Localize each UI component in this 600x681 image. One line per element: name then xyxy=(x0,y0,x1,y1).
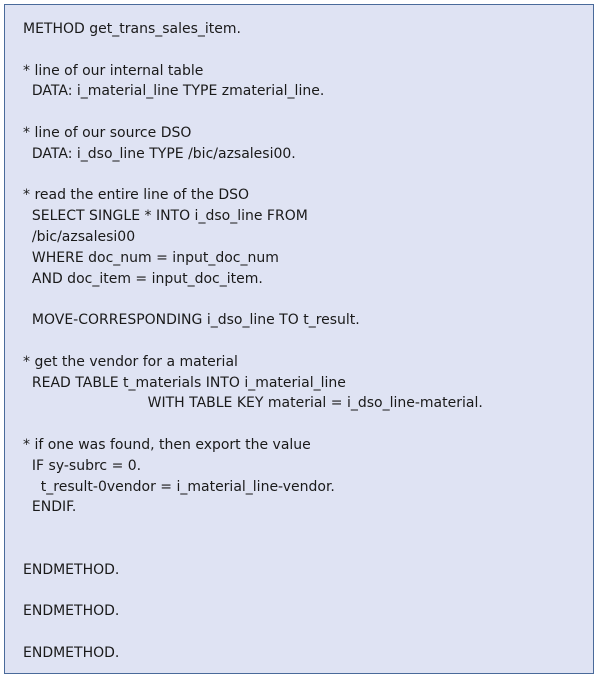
code-line: AND doc_item = input_doc_item. xyxy=(23,270,263,287)
code-line: DATA: i_dso_line TYPE /bic/azsalesi00. xyxy=(23,145,296,162)
code-line xyxy=(23,165,583,186)
code-line: SELECT SINGLE * INTO i_dso_line FROM xyxy=(23,208,308,225)
code-line xyxy=(23,414,583,435)
code-line xyxy=(23,40,583,61)
code-line: IF sy-subrc = 0. xyxy=(23,457,142,474)
code-line: * if one was found, then export the value xyxy=(23,436,311,453)
code-line: ENDIF. xyxy=(23,499,77,516)
code-line: ENDMETHOD. xyxy=(23,644,120,661)
code-line: ENDMETHOD. xyxy=(23,561,120,578)
code-line: WHERE doc_num = input_doc_num xyxy=(23,249,279,266)
code-line xyxy=(23,289,583,310)
code-line: MOVE-CORRESPONDING i_dso_line TO t_result. xyxy=(23,312,360,329)
code-line xyxy=(23,539,583,560)
code-line: t_result-0vendor = i_material_line-vendor. xyxy=(23,478,335,495)
code-line: * get the vendor for a material xyxy=(23,353,238,370)
code-line xyxy=(23,518,583,539)
code-line xyxy=(23,331,583,352)
code-line: METHOD get_trans_sales_item. xyxy=(23,21,241,37)
code-line xyxy=(23,622,583,643)
code-line: /bic/azsalesi00 xyxy=(23,228,136,245)
code-line: WITH TABLE KEY material = i_dso_line-material. xyxy=(23,395,483,412)
code-line: READ TABLE t_materials INTO i_material_line xyxy=(23,374,346,391)
code-line xyxy=(23,581,583,602)
code-line: * line of our internal table xyxy=(23,62,204,79)
code-listing-box xyxy=(4,4,594,674)
code-listing xyxy=(23,19,583,664)
code-line xyxy=(23,102,583,123)
code-line: * read the entire line of the DSO xyxy=(23,187,250,204)
code-line: * line of our source DSO xyxy=(23,124,192,141)
code-line: ENDMETHOD. xyxy=(23,603,120,620)
code-line: DATA: i_material_line TYPE zmaterial_line. xyxy=(23,83,325,100)
